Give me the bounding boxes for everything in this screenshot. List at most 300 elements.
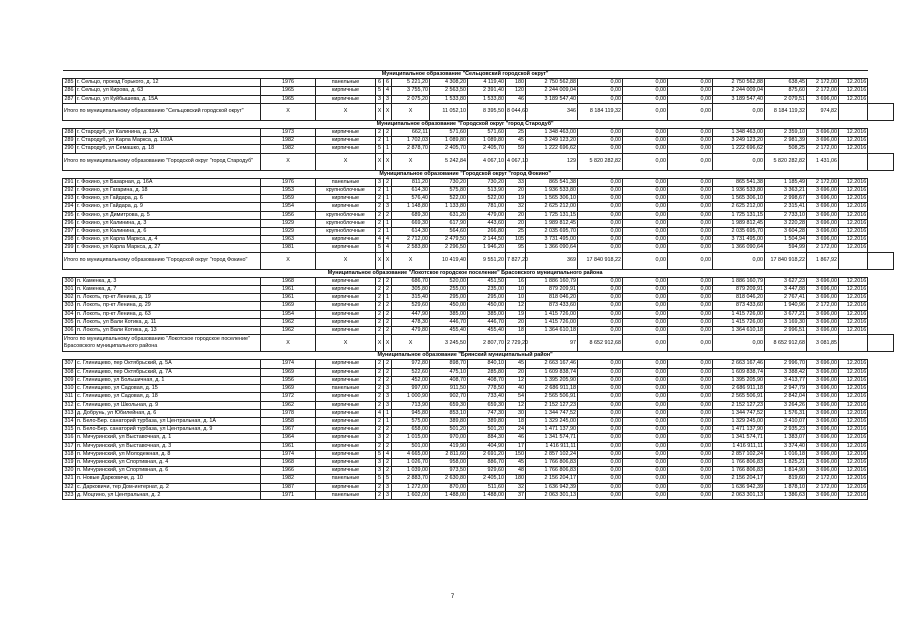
table-cell: 1 272,00 [392, 483, 430, 491]
table-cell: 6 [376, 79, 384, 87]
table-cell: 3 696,00 [807, 360, 839, 368]
table-cell: 3 410,07 [765, 417, 807, 425]
table-cell: кирпичные [316, 310, 376, 318]
table-cell: 2 172,00 [807, 145, 839, 153]
table-cell: 3 [376, 95, 384, 103]
table-cell: 1 416 911,11 [526, 442, 578, 450]
table-cell: г. Стародуб, ул Карла Маркса, д. 100А [76, 137, 261, 145]
table-cell: 3 755,70 [392, 87, 430, 95]
table-cell: 3 696,00 [807, 393, 839, 401]
table-cell: 2 [384, 442, 392, 450]
table-cell: 3 696,00 [807, 137, 839, 145]
table-cell: 1 766 806,83 [713, 467, 765, 475]
table-cell: 1 989 812,45 [713, 219, 765, 227]
table-cell: 12.2016 [839, 228, 868, 236]
table-cell: 2 172,00 [807, 483, 839, 491]
table-cell: 1 366 090,64 [526, 244, 578, 252]
table-cell: 309 [64, 376, 74, 383]
table-cell: 5 [376, 145, 384, 153]
table-cell: с. Глинищево, ул Садовая, д. 18 [76, 393, 261, 401]
table-cell: 0,00 [668, 393, 713, 401]
table-cell: 385,00 [468, 310, 506, 318]
table-cell: 1 026,70 [392, 458, 430, 466]
table-cell: 0,00 [668, 286, 713, 294]
table-cell: 0,00 [578, 203, 623, 211]
table-cell: 105 [506, 236, 526, 244]
table-cell: г. Фокино, ул Гагарина, д. 18 [76, 187, 261, 195]
table-cell: 2 [384, 310, 392, 318]
table-cell: 446,70 [430, 318, 468, 326]
table-cell: 450,00 [430, 302, 468, 310]
table-cell: 0,00 [623, 327, 668, 335]
table-cell: 3 696,00 [807, 187, 839, 195]
table-cell: 1 940,96 [765, 302, 807, 310]
table-cell: 3 363,21 [765, 187, 807, 195]
table-cell: 2 172,00 [807, 244, 839, 252]
section-header [63, 120, 894, 128]
table-cell: 12.2016 [839, 79, 868, 87]
table-cell: 1982 [261, 137, 316, 145]
table-cell: 322 [64, 483, 74, 490]
table-cell: 0,00 [623, 360, 668, 368]
table-cell: 20 [506, 187, 526, 195]
table-cell: 2 [376, 195, 384, 203]
table-cell: 1981 [261, 244, 316, 252]
table-cell: 2 172,00 [807, 178, 839, 186]
table-cell: 902,70 [430, 393, 468, 401]
total-cell: 0,00 [713, 252, 765, 269]
table-cell: 1 364 610,18 [526, 327, 578, 335]
table-cell: 508,25 [765, 145, 807, 153]
table-cell: 2 [376, 327, 384, 335]
table-cell: 298 [64, 236, 74, 243]
table-cell: 659,30 [468, 401, 506, 409]
table-cell: 12.2016 [839, 219, 868, 227]
table-cell: 669,30 [392, 219, 430, 227]
table-cell: 313 [64, 409, 74, 416]
table-cell: 2 152 127,23 [713, 401, 765, 409]
table-cell: 0,00 [668, 376, 713, 384]
total-cell: X [392, 252, 430, 269]
total-cell: X [261, 153, 316, 170]
table-cell: 1974 [261, 360, 316, 368]
table-cell: 3 696,00 [807, 327, 839, 335]
table-cell: панельные [316, 385, 376, 393]
table-cell: 0,00 [623, 277, 668, 285]
table-cell: с. Глинищево, пер Октябрьский, д. 7А [76, 368, 261, 376]
table-cell: 1954 [261, 203, 316, 211]
table-cell: 972,80 [392, 360, 430, 368]
table-cell: 659,30 [430, 401, 468, 409]
table-cell: 0,00 [578, 409, 623, 417]
table-cell: 1 415 726,00 [713, 310, 765, 318]
table-cell: 2 998,67 [765, 195, 807, 203]
table-cell: 0,00 [623, 228, 668, 236]
table-cell: 180 [506, 79, 526, 87]
table-cell: 0,00 [578, 137, 623, 145]
table-cell: кирпичные [316, 286, 376, 294]
table-cell: 0,00 [623, 376, 668, 384]
table-row [63, 79, 894, 87]
table-cell: 0,00 [623, 434, 668, 442]
table-cell: 10 [506, 294, 526, 302]
table-cell: 0,00 [668, 310, 713, 318]
table-cell: 2 [384, 368, 392, 376]
table-cell: 12.2016 [839, 475, 868, 483]
table-cell: 302 [64, 294, 74, 301]
table-cell: 2 563,50 [430, 87, 468, 95]
table-cell: 2 172,00 [807, 302, 839, 310]
table-cell: 455,40 [430, 327, 468, 335]
table-cell: 2 630,80 [430, 475, 468, 483]
table-cell: 0,00 [623, 318, 668, 326]
table-cell: кирпичные [316, 450, 376, 458]
table-cell: 311 [63, 393, 76, 401]
table-cell: 1 348 463,00 [713, 129, 765, 137]
table-cell: 2 172,00 [807, 475, 839, 483]
table-cell: с. Глинищево, пер Октябрьский, д. 5А [76, 360, 261, 368]
total-cell: X [261, 103, 316, 120]
table-cell: 2 079,51 [765, 95, 807, 103]
table-cell: 0,00 [623, 244, 668, 252]
table-cell: 614,30 [392, 228, 430, 236]
table-cell: 0,00 [623, 302, 668, 310]
table-cell: 291 [64, 178, 74, 185]
table-cell: 2 996,51 [765, 327, 807, 335]
section-title: Муниципальное образование "Городской округ "город Фокино" [63, 170, 868, 178]
table-cell: 5 [376, 244, 384, 252]
table-cell: 2 405,70 [468, 145, 506, 153]
table-cell: 12.2016 [839, 385, 868, 393]
table-row [63, 87, 894, 95]
table-cell: 3 413,77 [765, 376, 807, 384]
total-cell: 10 419,40 [430, 252, 468, 269]
table-cell: 2 [384, 302, 392, 310]
table-cell: кирпичные [316, 195, 376, 203]
table-cell: 4 308,20 [430, 79, 468, 87]
table-cell: 0,00 [623, 417, 668, 425]
table-cell: 1 946,20 [468, 244, 506, 252]
table-cell: 0,00 [623, 137, 668, 145]
table-cell: 1982 [261, 475, 316, 483]
table-cell: 319 [64, 458, 74, 465]
table-cell: 3 249 123,20 [526, 137, 578, 145]
table-cell: 450,00 [468, 302, 506, 310]
table-cell: 2 [376, 137, 384, 145]
table-cell: 3 696,00 [807, 129, 839, 137]
total-cell: 9 551,20 [468, 252, 506, 269]
table-cell: 0,00 [578, 327, 623, 335]
total-cell: X [316, 335, 376, 352]
table-cell: 781,00 [468, 203, 506, 211]
table-cell: 1 329 245,00 [526, 417, 578, 425]
table-cell: 292 [64, 187, 74, 194]
table-cell: 2 [376, 360, 384, 368]
table-cell: 778,50 [468, 385, 506, 393]
table-cell: 0,00 [578, 376, 623, 384]
table-cell: 24 [506, 426, 526, 434]
table-cell: 2 [384, 129, 392, 137]
table-cell: 2 [376, 426, 384, 434]
table-cell: 12.2016 [839, 178, 868, 186]
table-row [63, 450, 894, 458]
table-cell: кирпичные [316, 467, 376, 475]
table-cell: 48 [506, 467, 526, 475]
table-cell: 1 766 806,83 [526, 467, 578, 475]
table-cell: 0,00 [623, 426, 668, 434]
table-cell: кирпичные [316, 95, 376, 103]
table-cell: 303 [64, 302, 74, 309]
table-cell: 1 [384, 294, 392, 302]
table-cell: 2 663 167,46 [713, 360, 765, 368]
table-cell: 873 433,60 [713, 302, 765, 310]
total-cell: 97 [526, 335, 578, 352]
table-cell: 306 [64, 327, 74, 334]
total-cell: 8 652 912,68 [765, 335, 807, 352]
table-cell: 0,00 [578, 310, 623, 318]
table-cell: кирпичные [316, 277, 376, 285]
table-cell: 2 [384, 286, 392, 294]
table-cell: 0,00 [668, 87, 713, 95]
table-cell: г. Сельцо, ул Куйбышева, д. 15А [76, 95, 261, 103]
table-cell: 315,40 [392, 294, 430, 302]
table-cell: 1 222 696,62 [713, 145, 765, 153]
table-cell: 2 [376, 219, 384, 227]
table-cell: 2 063 301,13 [526, 491, 578, 499]
table-cell: 2 [376, 417, 384, 425]
table-cell: 564,60 [430, 228, 468, 236]
table-cell: кирпичные [316, 417, 376, 425]
table-cell: 455,40 [468, 327, 506, 335]
table-cell: 317 [64, 442, 74, 449]
table-cell: крупноблочные [316, 228, 376, 236]
table-cell: 2 [376, 286, 384, 294]
table-cell: 3 696,00 [807, 426, 839, 434]
table-cell: 3 696,00 [807, 409, 839, 417]
table-cell: 2 405,10 [468, 475, 506, 483]
table-cell: 1961 [261, 294, 316, 302]
table-cell: 3 374,40 [765, 442, 807, 450]
table-cell: 1 366 090,64 [713, 244, 765, 252]
table-cell: 3 696,00 [807, 417, 839, 425]
table-cell: 1 [384, 409, 392, 417]
table-cell: 0,00 [578, 417, 623, 425]
table-cell: 300 [64, 277, 74, 284]
table-cell: 12.2016 [839, 491, 868, 499]
table-cell: 1953 [261, 187, 316, 195]
table-cell: 3 696,00 [807, 286, 839, 294]
table-cell: 19 [506, 310, 526, 318]
table-cell: 3 731 495,00 [713, 236, 765, 244]
table-cell: 20 [506, 219, 526, 227]
table-cell: п. Каменка, д. 7 [76, 286, 261, 294]
table-cell: 289 [64, 137, 74, 144]
table-cell: 520,00 [430, 277, 468, 285]
table-cell: 0,00 [668, 129, 713, 137]
table-cell: 1964 [261, 434, 316, 442]
table-cell: 1 766 806,83 [526, 458, 578, 466]
table-row [63, 417, 894, 425]
table-cell: 2 063 301,13 [713, 491, 765, 499]
total-cell: 3 245,50 [430, 335, 468, 352]
table-cell: 2 583,80 [392, 244, 430, 252]
table-cell: 12 [506, 302, 526, 310]
table-cell: 3 696,00 [807, 211, 839, 219]
table-cell: 3 249 123,20 [713, 137, 765, 145]
table-cell: 0,00 [668, 178, 713, 186]
table-cell: 511,60 [468, 483, 506, 491]
table-cell: 970,00 [430, 434, 468, 442]
table-cell: кирпичные [316, 401, 376, 409]
table-cell: 879 209,91 [713, 286, 765, 294]
total-cell: 0,00 [623, 103, 668, 120]
table-cell: п. Мичуринский, ул Молодежная, д. 8 [76, 450, 261, 458]
table-cell: 3 [376, 458, 384, 466]
table-cell: 1958 [261, 417, 316, 425]
table-cell: 1 185,49 [765, 178, 807, 186]
table-cell: 0,00 [668, 145, 713, 153]
table-cell: 0,00 [668, 475, 713, 483]
table-cell: 686,70 [392, 277, 430, 285]
table-cell: 452,00 [392, 376, 430, 384]
section-header [63, 352, 894, 360]
total-cell: X [392, 153, 430, 170]
table-cell: 689,30 [392, 211, 430, 219]
table-cell: 1974 [261, 450, 316, 458]
table-cell: 1 016,18 [765, 450, 807, 458]
table-cell: 3 189 547,40 [713, 95, 765, 103]
table-cell: 0,00 [623, 79, 668, 87]
table-cell: 385,00 [430, 310, 468, 318]
table-cell: г. Фокино, ул Калинина, д. 6 [76, 228, 261, 236]
table-cell: 0,00 [578, 450, 623, 458]
section-title: Муниципальное образование "Сельцовский городской округ" [63, 71, 868, 79]
table-cell: 1962 [261, 401, 316, 409]
table-cell: с. Глинищево, ул Большичная, д. 1 [76, 376, 261, 384]
table-cell: 18 [506, 327, 526, 335]
table-row [63, 187, 894, 195]
table-cell: 1 [384, 417, 392, 425]
table-cell: 819,60 [765, 475, 807, 483]
table-cell: д. Моцгино, ул Центральная, д. 2 [76, 491, 261, 499]
table-cell: 840,10 [468, 360, 506, 368]
table-cell: 4 [384, 236, 392, 244]
table-cell: 1929 [261, 219, 316, 227]
table-cell: 2 [376, 302, 384, 310]
total-cell: 1 431,06 [807, 153, 839, 170]
table-cell: 46 [506, 95, 526, 103]
table-cell: 304 [64, 310, 74, 317]
table-cell: 2 565 506,91 [713, 393, 765, 401]
table-cell: 631,20 [430, 211, 468, 219]
table-row [63, 426, 894, 434]
total-cell: X [384, 335, 392, 352]
table-cell: 513,90 [468, 187, 506, 195]
table-cell: 2 [376, 228, 384, 236]
table-cell: 0,00 [578, 426, 623, 434]
table-cell: 0,00 [623, 475, 668, 483]
page-number: 7 [450, 594, 455, 600]
table-cell: 2 156 204,17 [713, 475, 765, 483]
table-cell: 3 604,28 [765, 228, 807, 236]
table-cell: 1963 [261, 236, 316, 244]
table-cell: п. Каменка, д. 3 [76, 277, 261, 285]
table-cell: 12.2016 [839, 360, 868, 368]
table-cell: 3 696,00 [807, 294, 839, 302]
table-cell: 305,80 [392, 286, 430, 294]
total-cell: 8 044,60 [506, 103, 526, 120]
table-cell: 2 [376, 368, 384, 376]
table-row [63, 137, 894, 145]
table-cell: 0,00 [578, 318, 623, 326]
total-cell [839, 103, 868, 120]
total-cell: 2 729,20 [506, 335, 526, 352]
total-cell: X [376, 103, 384, 120]
table-cell: 594,99 [765, 244, 807, 252]
total-cell: 1 867,92 [807, 252, 839, 269]
table-cell: 2 686 911,18 [526, 385, 578, 393]
table-cell: 0,00 [623, 187, 668, 195]
section-header [63, 170, 894, 178]
table-cell: 45 [506, 458, 526, 466]
total-label: Итого по муниципальному образованию "Городской округ "город Фокино" [63, 252, 261, 269]
table-cell: 2 405,70 [430, 145, 468, 153]
table-cell: 1 039,00 [392, 467, 430, 475]
table-row [63, 211, 894, 219]
table-cell: 443,60 [468, 219, 506, 227]
table-cell: 2 947,79 [765, 385, 807, 393]
table-row [63, 195, 894, 203]
table-cell: 1987 [261, 483, 316, 491]
table-cell: г. Фокино, ул Карла Маркса, д. 27 [76, 244, 261, 252]
table-cell: 20 [506, 318, 526, 326]
table-cell: 0,00 [623, 203, 668, 211]
table-cell: 1 471 137,90 [713, 426, 765, 434]
table-row [63, 219, 894, 227]
table-cell: 2 [376, 203, 384, 211]
table-cell: 3 696,00 [807, 195, 839, 203]
table-cell: 3 696,00 [807, 203, 839, 211]
table-cell: кирпичные [316, 426, 376, 434]
table-cell: 0,00 [623, 211, 668, 219]
table-row [63, 360, 894, 368]
table-cell: 32 [506, 203, 526, 211]
table-cell: 873 433,60 [526, 302, 578, 310]
table-cell: п. Мичуринский, ул Спортивная, д. 4 [76, 458, 261, 466]
total-cell: X [384, 103, 392, 120]
table-cell: 1 344 747,52 [526, 409, 578, 417]
table-cell: 33 [506, 178, 526, 186]
table-cell: 1969 [261, 368, 316, 376]
table-cell: д. Добрунь, ул Юбилейная, д. 6 [76, 409, 261, 417]
table-cell: 2 172,00 [807, 87, 839, 95]
table-cell: 3 [384, 203, 392, 211]
total-cell: X [316, 153, 376, 170]
table-cell: 235,00 [468, 286, 506, 294]
table-row [63, 409, 894, 417]
table-cell: 0,00 [668, 195, 713, 203]
total-cell: X [316, 252, 376, 269]
table-cell: 2 [376, 187, 384, 195]
table-cell: 287 [64, 95, 74, 102]
table-cell: 30 [506, 409, 526, 417]
housing-registry-table [62, 70, 894, 500]
table-cell: 3 [384, 491, 392, 499]
table-cell: 1972 [261, 393, 316, 401]
table-cell: кирпичные [316, 244, 376, 252]
table-cell: 12.2016 [839, 450, 868, 458]
table-cell: 12.2016 [839, 434, 868, 442]
